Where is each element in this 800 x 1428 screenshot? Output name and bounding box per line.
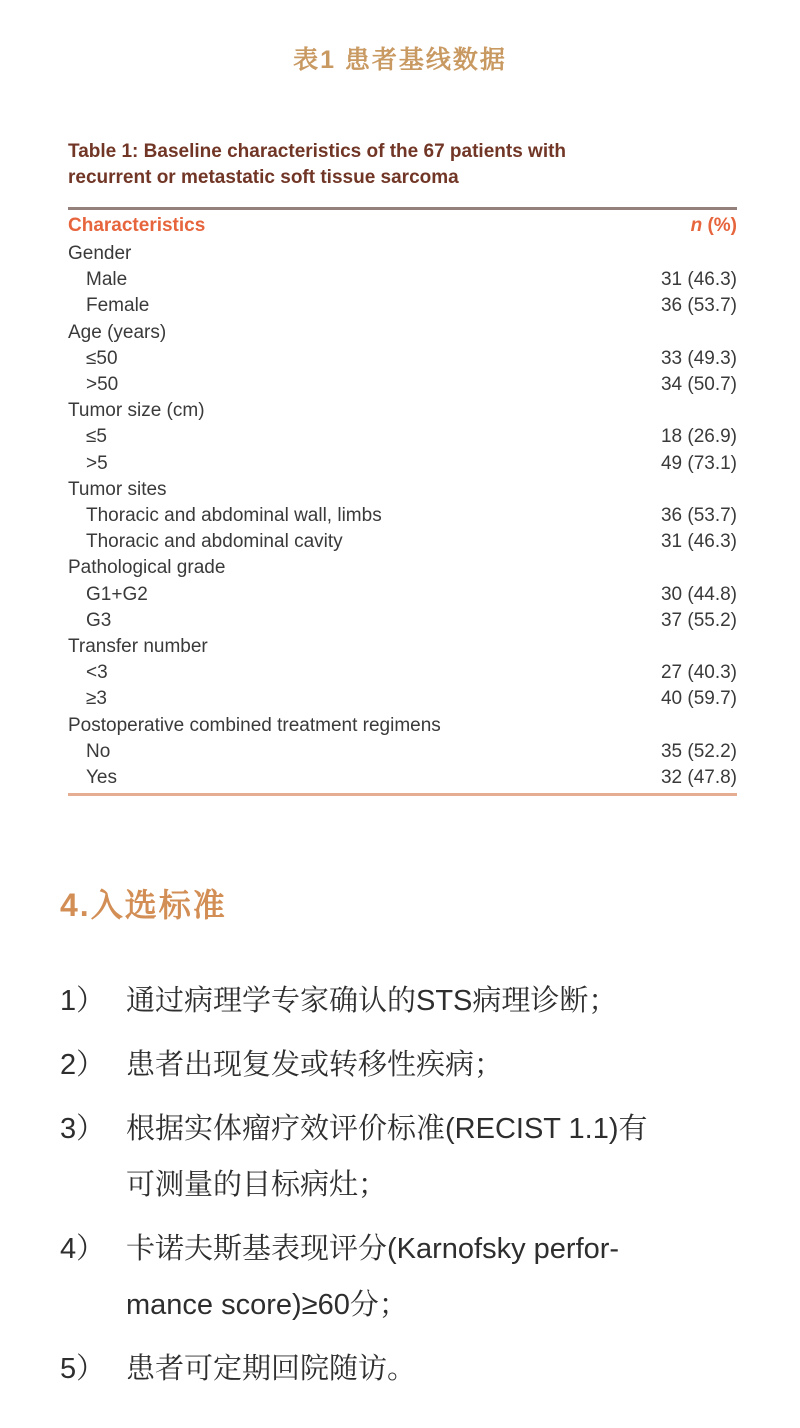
- row-label: G1+G2: [86, 583, 148, 605]
- row-label: Transfer number: [68, 636, 208, 658]
- table-bottom-rule: [68, 793, 737, 796]
- row-label: ≤5: [86, 426, 107, 448]
- table-header-characteristics: Characteristics: [68, 215, 206, 236]
- table-row: [68, 765, 737, 791]
- row-label: G3: [86, 609, 112, 631]
- table-row: [68, 372, 737, 398]
- row-label: Thoracic and abdominal wall, limbs: [86, 505, 382, 527]
- table-row: [68, 660, 737, 686]
- criteria-item-number: 1）: [60, 985, 106, 1017]
- baseline-table: [68, 139, 737, 796]
- row-label: Postoperative combined treatment regimens: [68, 714, 441, 736]
- row-value: 35 (52.2): [660, 740, 737, 762]
- criteria-item-line: 患者出现复发或转移性疾病；: [126, 1049, 504, 1081]
- table-header-n-percent: [691, 213, 737, 239]
- row-label: ≤50: [86, 347, 118, 369]
- page-title: 表1 患者基线数据: [293, 46, 507, 74]
- table-row: [68, 398, 737, 424]
- row-label: ≥3: [86, 688, 107, 710]
- criteria-item: [60, 1221, 755, 1333]
- row-label: >5: [86, 452, 108, 474]
- table-row: [68, 293, 737, 319]
- table-row: [68, 739, 737, 765]
- criteria-item: [60, 973, 755, 1029]
- table-row: [68, 451, 737, 477]
- row-value: 49 (73.1): [660, 452, 737, 474]
- criteria-item: [60, 1037, 755, 1093]
- table-row: [68, 477, 737, 503]
- row-label: Thoracic and abdominal cavity: [86, 531, 343, 553]
- table-row: [68, 634, 737, 660]
- criteria-item-line: 通过病理学专家确认的STS病理诊断；: [126, 985, 618, 1017]
- table-row: [68, 529, 737, 555]
- table-row: [68, 424, 737, 450]
- row-label: <3: [86, 662, 108, 684]
- row-label: Female: [86, 295, 150, 317]
- table-row: [68, 346, 737, 372]
- table-row: [68, 686, 737, 712]
- row-value: 40 (59.7): [660, 688, 737, 710]
- table-row: [68, 241, 737, 267]
- criteria-item-line: 卡诺夫斯基表现评分(Karnofsky perfor-: [126, 1233, 620, 1265]
- criteria-item-text: [126, 1037, 755, 1093]
- criteria-item-text: [126, 1101, 755, 1213]
- row-label: Age (years): [68, 321, 167, 343]
- criteria-item: [60, 1341, 755, 1397]
- row-label: Pathological grade: [68, 557, 226, 579]
- row-value: 18 (26.9): [660, 426, 737, 448]
- row-label: Gender: [68, 243, 132, 264]
- criteria-list: [60, 973, 755, 1405]
- criteria-item-text: [126, 1221, 755, 1333]
- row-value: 34 (50.7): [660, 374, 737, 396]
- row-value: 27 (40.3): [660, 662, 737, 684]
- table-row: [68, 320, 737, 346]
- criteria-item-line: 患者可定期回院随访。: [126, 1353, 417, 1385]
- criteria-item-number: 5）: [60, 1353, 106, 1385]
- criteria-item: [60, 1101, 755, 1213]
- row-label: Tumor sites: [68, 478, 167, 500]
- table-body: [68, 241, 737, 791]
- table-row: [68, 608, 737, 634]
- table-header-row: [68, 210, 737, 241]
- row-value: 33 (49.3): [660, 347, 737, 369]
- table-row: [68, 503, 737, 529]
- table-caption-line: Table 1: Baseline characteristics of the 67 patients with: [68, 141, 567, 162]
- criteria-item-number: 3）: [60, 1113, 106, 1145]
- row-value: 31 (46.3): [660, 531, 737, 553]
- row-label: >50: [86, 374, 119, 396]
- row-value: 36 (53.7): [660, 505, 737, 527]
- row-label: No: [86, 740, 111, 762]
- criteria-item-number: 4）: [60, 1233, 106, 1265]
- row-label: Tumor size (cm): [68, 400, 205, 422]
- criteria-item-text: [126, 1341, 755, 1397]
- row-value: 31 (46.3): [660, 269, 737, 291]
- row-value: 30 (44.8): [660, 583, 737, 605]
- table-row: [68, 582, 737, 608]
- criteria-item-text: [126, 973, 755, 1029]
- row-value: 32 (47.8): [660, 767, 737, 789]
- criteria-item-number: 2）: [60, 1049, 106, 1081]
- table-caption-line: recurrent or metastatic soft tissue sarcoma: [68, 167, 459, 188]
- table-row: [68, 267, 737, 293]
- criteria-item-line: mance score)≥60分；: [126, 1289, 408, 1321]
- table-row: [68, 555, 737, 581]
- table-header-percent: (%): [702, 215, 737, 236]
- criteria-item-line: 可测量的目标病灶；: [126, 1169, 388, 1201]
- row-value: 37 (55.2): [660, 609, 737, 631]
- row-label: Yes: [86, 767, 117, 789]
- criteria-item-line: 根据实体瘤疗效评价标准(RECIST 1.1)有: [126, 1113, 648, 1145]
- table-row: [68, 713, 737, 739]
- row-value: 36 (53.7): [660, 295, 737, 317]
- row-label: Male: [86, 269, 128, 291]
- table-caption: [68, 139, 737, 191]
- table-header-n-italic: n: [690, 215, 703, 236]
- section-heading-inclusion-criteria: 4.入选标准: [60, 887, 227, 923]
